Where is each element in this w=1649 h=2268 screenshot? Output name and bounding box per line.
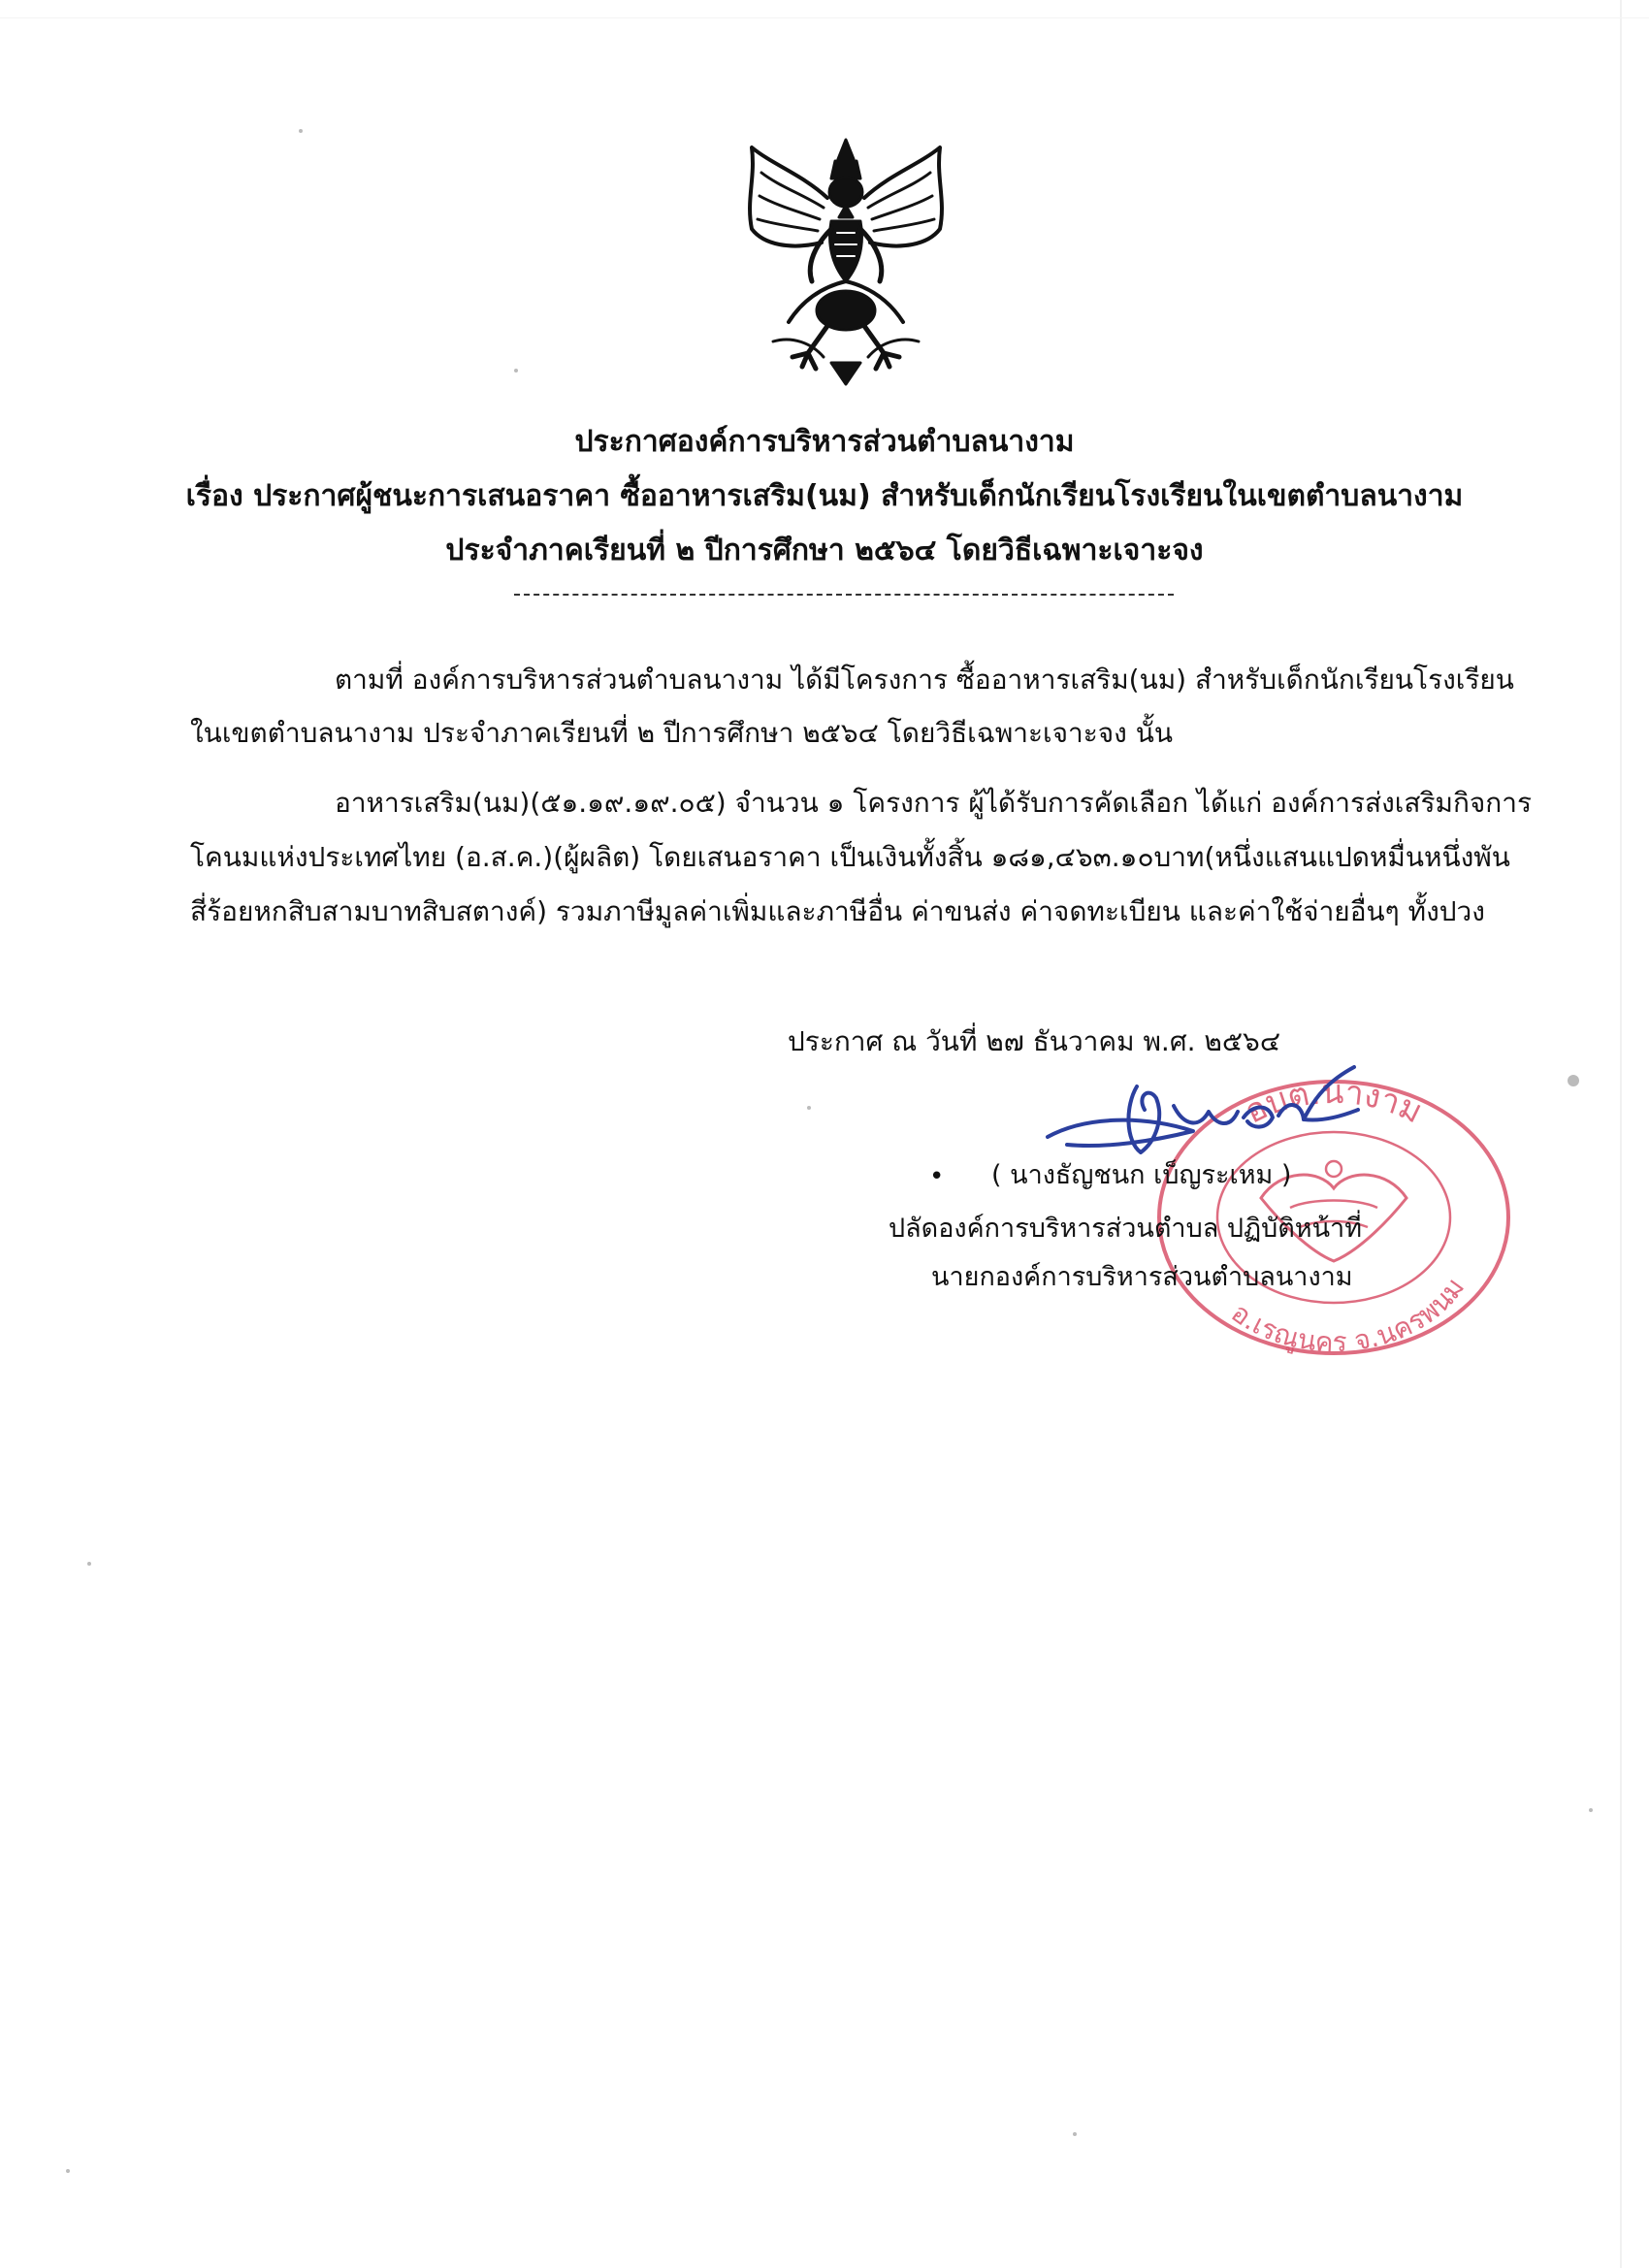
dashed-divider <box>514 594 1174 596</box>
garuda-emblem-icon <box>734 136 957 388</box>
seal-text-top: อบต.นางาม <box>1239 1072 1429 1132</box>
paragraph-2-line-2: โคนมแห่งประเทศไทย (อ.ส.ค.)(ผู้ผลิต) โดยเสนอราคา เป็นเงินทั้งสิ้น ๑๘๑,๔๖๓.๑๐บาท(หนึ่งแสนแปดหมื่นหนึ่งพัน <box>190 841 1510 873</box>
announcement-subject: เรื่อง ประกาศผู้ชนะการเสนอราคา ซื้ออาหารเสริม(นม) สำหรับเด็กนักเรียนโรงเรียนในเขตตำบลนางาม <box>185 479 1464 513</box>
paragraph-2-line-1: อาหารเสริม(นม)(๕๑.๑๙.๑๙.๐๕) จำนวน ๑ โครงการ ผู้ได้รับการคัดเลือก ได้แก่ องค์การส่งเสริมกิจการ <box>335 787 1533 819</box>
scan-edge <box>1620 0 1622 2268</box>
scan-edge-top <box>0 17 1649 18</box>
announcement-term: ประจำภาคเรียนที่ ๒ ปีการศึกษา ๒๕๖๔ โดยวิธีเฉพาะเจาะจง <box>445 534 1204 567</box>
seal-text-bottom: อ.เรณูนคร จ.นครพนม <box>1225 1271 1471 1359</box>
announcement-title: ประกาศองค์การบริหารส่วนตำบลนางาม <box>574 425 1075 459</box>
paragraph-1-line-2: ในเขตตำบลนางาม ประจำภาคเรียนที่ ๒ ปีการศึกษา ๒๕๖๔ โดยวิธีเฉพาะเจาะจง นั้น <box>190 717 1174 749</box>
signatory-position-2: นายกองค์การบริหารส่วนตำบลนางาม <box>931 1262 1353 1292</box>
signatory-name: ( นางธัญชนก เบ็ญระเหม ) <box>991 1160 1292 1190</box>
signatory-position-1: ปลัดองค์การบริหารส่วนตำบล ปฏิบัติหน้าที่ <box>889 1214 1363 1244</box>
handwritten-signature <box>1028 1048 1397 1174</box>
announcement-date: ประกาศ ณ วันที่ ๒๗ ธันวาคม พ.ศ. ๒๕๖๔ <box>788 1025 1281 1057</box>
paragraph-2-line-3: สี่ร้อยหกสิบสามบาทสิบสตางค์) รวมภาษีมูลค่าเพิ่มและภาษีอื่น ค่าขนส่ง ค่าจดทะเบียน และค่าใช้จ่ายอื่นๆ ทั้งปวง <box>190 895 1485 927</box>
bullet-mark: • <box>929 1162 945 1191</box>
paragraph-1-line-1: ตามที่ องค์การบริหารส่วนตำบลนางาม ได้มีโครงการ ซื้ออาหารเสริม(นม) สำหรับเด็กนักเรียนโรงเรียน <box>335 664 1514 696</box>
